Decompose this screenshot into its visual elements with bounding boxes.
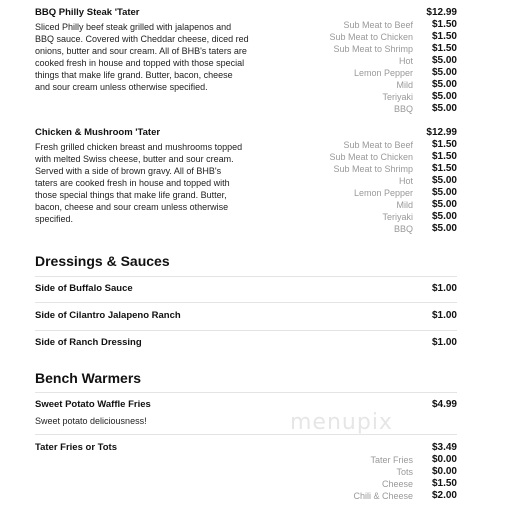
item-options	[307, 454, 457, 502]
option-price: $1.50	[431, 31, 457, 42]
option-row	[307, 175, 457, 187]
section-title-dressings: Dressings & Sauces	[35, 253, 170, 269]
option-price: $5.00	[431, 55, 457, 66]
option-row	[307, 199, 457, 211]
item-price: $1.00	[431, 310, 457, 321]
item-name: Tater Fries or Tots	[35, 442, 117, 453]
option-label: Tater Fries	[370, 455, 413, 465]
menu-item-bbq-philly	[35, 7, 457, 117]
item-price: $3.49	[431, 442, 457, 453]
option-row	[307, 211, 457, 223]
option-price: $1.50	[431, 163, 457, 174]
item-description	[35, 415, 275, 427]
description-line: with melted Swiss cheese, butter and sour cream.	[35, 154, 234, 164]
option-label: Mild	[396, 200, 413, 210]
divider	[35, 276, 457, 277]
description-line: Sweet potato deliciousness!	[35, 416, 147, 426]
item-description	[35, 21, 275, 93]
option-label: Sub Meat to Chicken	[329, 32, 413, 42]
option-row	[307, 163, 457, 175]
option-label: Chili & Cheese	[353, 491, 413, 501]
option-row	[307, 454, 457, 466]
option-price: $1.50	[431, 139, 457, 150]
option-label: Sub Meat to Chicken	[329, 152, 413, 162]
item-price: $4.99	[431, 399, 457, 410]
option-label: BBQ	[393, 104, 413, 114]
description-line: cooked fresh in house and topped with those special	[35, 58, 245, 68]
option-price: $0.00	[431, 466, 457, 477]
option-price: $1.50	[431, 478, 457, 489]
item-name: BBQ Philly Steak 'Tater	[35, 7, 140, 18]
divider	[35, 330, 457, 331]
description-line: Served with a side of brown gravy. All of BHB's	[35, 166, 222, 176]
option-row	[307, 478, 457, 490]
option-label: Tots	[396, 467, 413, 477]
menu-item-buffalo-sauce	[35, 283, 457, 297]
option-label: Sub Meat to Shrimp	[333, 44, 413, 54]
option-row	[307, 151, 457, 163]
option-price: $1.50	[431, 151, 457, 162]
option-price: $2.00	[431, 490, 457, 501]
option-row	[307, 187, 457, 199]
option-price: $1.50	[431, 19, 457, 30]
description-line: Fresh grilled chicken breast and mushrooms topped	[35, 142, 243, 152]
description-line: and sour cream unless otherwise specified.	[35, 82, 208, 92]
item-name: Sweet Potato Waffle Fries	[35, 399, 151, 410]
option-row	[307, 91, 457, 103]
menu-item-chicken-mushroom	[35, 127, 457, 237]
description-line: Sliced Philly beef steak grilled with jalapenos and	[35, 22, 232, 32]
option-row	[307, 466, 457, 478]
option-price: $5.00	[431, 187, 457, 198]
option-price: $5.00	[431, 223, 457, 234]
option-label: Sub Meat to Beef	[343, 140, 413, 150]
section-title-bench-warmers: Bench Warmers	[35, 370, 142, 386]
item-price: $12.99	[426, 127, 457, 138]
option-row	[307, 103, 457, 115]
option-price: $5.00	[431, 91, 457, 102]
option-price: $5.00	[431, 79, 457, 90]
description-line: those special things that make life grand. Butter,	[35, 190, 227, 200]
watermark: menupix	[290, 410, 393, 435]
item-price: $1.00	[431, 337, 457, 348]
option-price: $5.00	[431, 175, 457, 186]
option-label: Hot	[398, 176, 413, 186]
option-row	[307, 67, 457, 79]
option-price: $1.50	[431, 43, 457, 54]
description-line: bacon, cheese and sour cream unless otherwise	[35, 202, 229, 212]
menu-item-cilantro-ranch	[35, 310, 457, 324]
option-label: Lemon Pepper	[353, 188, 413, 198]
option-row	[307, 223, 457, 235]
item-name: Side of Cilantro Jalapeno Ranch	[35, 310, 181, 321]
option-row	[307, 19, 457, 31]
description-line: things that make life grand. Butter, bacon, cheese	[35, 70, 233, 80]
item-price: $12.99	[426, 7, 457, 18]
description-line: taters are cooked fresh in house and topped with	[35, 178, 230, 188]
option-label: Sub Meat to Beef	[343, 20, 413, 30]
menu-item-tater-fries	[35, 442, 457, 504]
divider	[35, 302, 457, 303]
option-row	[307, 43, 457, 55]
item-description	[35, 141, 275, 225]
option-label: Hot	[398, 56, 413, 66]
option-row	[307, 31, 457, 43]
description-line: onions, butter and sour cream. All of BHB's taters are	[35, 46, 247, 56]
divider	[35, 392, 457, 393]
item-name: Side of Buffalo Sauce	[35, 283, 133, 294]
option-label: Teriyaki	[382, 92, 413, 102]
description-line: BBQ sauce. Covered with Cheddar cheese, diced red	[35, 34, 249, 44]
option-price: $5.00	[431, 199, 457, 210]
option-price: $5.00	[431, 103, 457, 114]
option-label: Cheese	[381, 479, 413, 489]
option-label: Sub Meat to Shrimp	[333, 164, 413, 174]
option-label: BBQ	[393, 224, 413, 234]
option-row	[307, 490, 457, 502]
option-row	[307, 79, 457, 91]
menu-item-sweet-potato-fries	[35, 399, 457, 429]
option-label: Lemon Pepper	[353, 68, 413, 78]
option-label: Teriyaki	[382, 212, 413, 222]
item-name: Side of Ranch Dressing	[35, 337, 142, 348]
item-options	[307, 19, 457, 115]
option-row	[307, 139, 457, 151]
option-price: $5.00	[431, 211, 457, 222]
divider	[35, 434, 457, 435]
item-price: $1.00	[431, 283, 457, 294]
option-price: $0.00	[431, 454, 457, 465]
menu-item-ranch	[35, 337, 457, 351]
item-options	[307, 139, 457, 235]
item-name: Chicken & Mushroom 'Tater	[35, 127, 161, 138]
option-price: $5.00	[431, 67, 457, 78]
description-line: specified.	[35, 214, 74, 224]
option-label: Mild	[396, 80, 413, 90]
option-row	[307, 55, 457, 67]
